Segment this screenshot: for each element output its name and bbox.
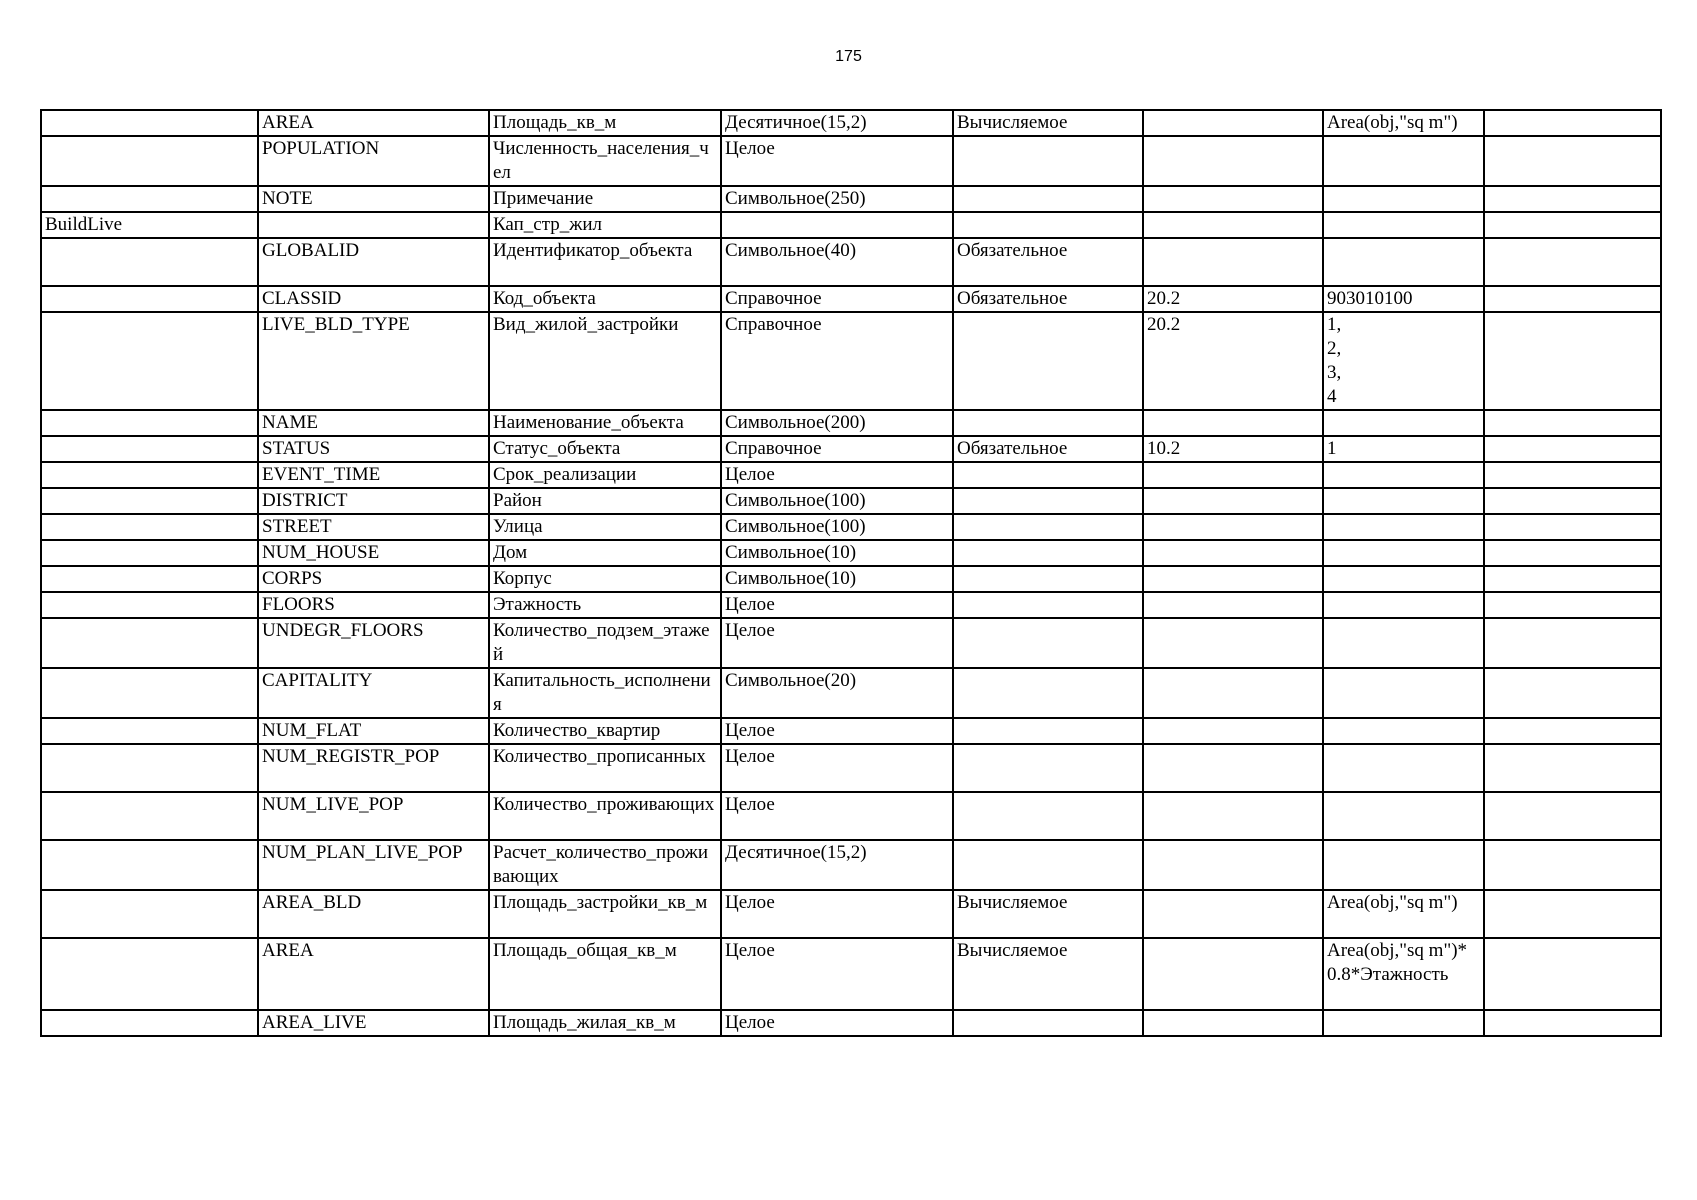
cell-requirement — [953, 462, 1143, 488]
cell-default — [1323, 212, 1484, 238]
cell-extra — [1484, 514, 1661, 540]
cell-requirement — [953, 840, 1143, 890]
cell-layer — [41, 186, 258, 212]
cell-type: Символьное(250) — [721, 186, 953, 212]
cell-alias: Количество_подзем_этажей — [489, 618, 721, 668]
cell-type: Справочное — [721, 436, 953, 462]
cell-extra — [1484, 238, 1661, 286]
cell-classifier — [1143, 668, 1323, 718]
cell-type: Символьное(10) — [721, 540, 953, 566]
table-row — [41, 938, 1661, 1010]
cell-default: 903010100 — [1323, 286, 1484, 312]
cell-extra — [1484, 286, 1661, 312]
cell-alias: Площадь_жилая_кв_м — [489, 1010, 721, 1036]
cell-layer — [41, 462, 258, 488]
cell-classifier — [1143, 840, 1323, 890]
cell-default: Area(obj,"sq m") — [1323, 890, 1484, 938]
cell-alias: Кап_стр_жил — [489, 212, 721, 238]
cell-default — [1323, 618, 1484, 668]
cell-field: UNDEGR_FLOORS — [258, 618, 489, 668]
cell-default — [1323, 238, 1484, 286]
cell-alias: Идентификатор_объекта — [489, 238, 721, 286]
cell-extra — [1484, 618, 1661, 668]
cell-field: AREA — [258, 938, 489, 1010]
cell-layer — [41, 514, 258, 540]
cell-requirement: Вычисляемое — [953, 110, 1143, 136]
cell-layer — [41, 238, 258, 286]
cell-requirement — [953, 136, 1143, 186]
cell-classifier — [1143, 592, 1323, 618]
cell-extra — [1484, 718, 1661, 744]
cell-extra — [1484, 668, 1661, 718]
cell-requirement — [953, 540, 1143, 566]
cell-classifier — [1143, 792, 1323, 840]
cell-alias: Площадь_застройки_кв_м — [489, 890, 721, 938]
cell-field: NUM_PLAN_LIVE_POP — [258, 840, 489, 890]
table-row — [41, 744, 1661, 792]
cell-extra — [1484, 462, 1661, 488]
cell-alias: Улица — [489, 514, 721, 540]
cell-classifier — [1143, 514, 1323, 540]
table-row — [41, 212, 1661, 238]
cell-type: Десятичное(15,2) — [721, 110, 953, 136]
table-row — [41, 436, 1661, 462]
cell-field: CORPS — [258, 566, 489, 592]
cell-classifier — [1143, 890, 1323, 938]
cell-extra — [1484, 488, 1661, 514]
cell-requirement: Обязательное — [953, 238, 1143, 286]
cell-field: LIVE_BLD_TYPE — [258, 312, 489, 410]
cell-alias: Статус_объекта — [489, 436, 721, 462]
cell-requirement — [953, 1010, 1143, 1036]
cell-type: Символьное(100) — [721, 488, 953, 514]
cell-classifier — [1143, 540, 1323, 566]
table-row — [41, 312, 1661, 410]
cell-default — [1323, 718, 1484, 744]
cell-layer — [41, 410, 258, 436]
table-row — [41, 718, 1661, 744]
cell-requirement — [953, 514, 1143, 540]
cell-type: Целое — [721, 792, 953, 840]
cell-field: AREA — [258, 110, 489, 136]
cell-requirement: Обязательное — [953, 286, 1143, 312]
cell-type: Символьное(100) — [721, 514, 953, 540]
cell-field: CAPITALITY — [258, 668, 489, 718]
cell-field: STREET — [258, 514, 489, 540]
cell-field: DISTRICT — [258, 488, 489, 514]
cell-classifier — [1143, 462, 1323, 488]
cell-layer — [41, 488, 258, 514]
cell-layer — [41, 592, 258, 618]
cell-extra — [1484, 410, 1661, 436]
cell-default — [1323, 668, 1484, 718]
cell-classifier — [1143, 1010, 1323, 1036]
cell-classifier: 20.2 — [1143, 286, 1323, 312]
cell-field: STATUS — [258, 436, 489, 462]
cell-classifier — [1143, 938, 1323, 1010]
cell-requirement: Вычисляемое — [953, 890, 1143, 938]
cell-field: NUM_LIVE_POP — [258, 792, 489, 840]
cell-alias: Количество_прописанных — [489, 744, 721, 792]
cell-requirement — [953, 566, 1143, 592]
table-row — [41, 840, 1661, 890]
cell-field: NOTE — [258, 186, 489, 212]
table-row — [41, 890, 1661, 938]
table-row — [41, 238, 1661, 286]
table-row — [41, 410, 1661, 436]
cell-classifier — [1143, 718, 1323, 744]
cell-default: Area(obj,"sq m") — [1323, 110, 1484, 136]
table-row — [41, 462, 1661, 488]
table-row — [41, 566, 1661, 592]
cell-extra — [1484, 744, 1661, 792]
cell-layer — [41, 938, 258, 1010]
cell-default — [1323, 744, 1484, 792]
cell-extra — [1484, 136, 1661, 186]
cell-alias: Капитальность_исполнения — [489, 668, 721, 718]
attribute-table — [40, 109, 1662, 1037]
table-row — [41, 1010, 1661, 1036]
cell-layer — [41, 110, 258, 136]
cell-classifier — [1143, 238, 1323, 286]
cell-default — [1323, 136, 1484, 186]
cell-layer — [41, 566, 258, 592]
cell-layer — [41, 136, 258, 186]
cell-type: Справочное — [721, 312, 953, 410]
table-row — [41, 668, 1661, 718]
cell-extra — [1484, 436, 1661, 462]
cell-field: NUM_FLAT — [258, 718, 489, 744]
cell-type: Справочное — [721, 286, 953, 312]
cell-type: Целое — [721, 618, 953, 668]
cell-field: EVENT_TIME — [258, 462, 489, 488]
cell-default — [1323, 186, 1484, 212]
cell-field: GLOBALID — [258, 238, 489, 286]
cell-default — [1323, 514, 1484, 540]
table-row — [41, 514, 1661, 540]
cell-alias: Количество_проживающих — [489, 792, 721, 840]
cell-classifier — [1143, 618, 1323, 668]
cell-extra — [1484, 840, 1661, 890]
cell-alias: Численность_населения_чел — [489, 136, 721, 186]
cell-extra — [1484, 938, 1661, 1010]
cell-requirement — [953, 186, 1143, 212]
cell-classifier — [1143, 110, 1323, 136]
cell-layer — [41, 792, 258, 840]
cell-classifier — [1143, 186, 1323, 212]
cell-layer — [41, 840, 258, 890]
cell-extra — [1484, 792, 1661, 840]
cell-type: Целое — [721, 890, 953, 938]
cell-type: Символьное(10) — [721, 566, 953, 592]
table-row — [41, 540, 1661, 566]
cell-type: Целое — [721, 744, 953, 792]
cell-default: 1, 2, 3, 4 — [1323, 312, 1484, 410]
cell-field: CLASSID — [258, 286, 489, 312]
cell-type: Символьное(20) — [721, 668, 953, 718]
cell-field: AREA_BLD — [258, 890, 489, 938]
cell-requirement — [953, 592, 1143, 618]
cell-default — [1323, 792, 1484, 840]
cell-layer — [41, 668, 258, 718]
cell-requirement — [953, 410, 1143, 436]
cell-alias: Район — [489, 488, 721, 514]
cell-requirement — [953, 744, 1143, 792]
cell-alias: Площадь_кв_м — [489, 110, 721, 136]
cell-classifier — [1143, 410, 1323, 436]
cell-layer — [41, 1010, 258, 1036]
table-row — [41, 286, 1661, 312]
cell-requirement: Вычисляемое — [953, 938, 1143, 1010]
cell-field: FLOORS — [258, 592, 489, 618]
cell-default — [1323, 410, 1484, 436]
cell-requirement — [953, 792, 1143, 840]
cell-field: NUM_REGISTR_POP — [258, 744, 489, 792]
cell-layer — [41, 436, 258, 462]
cell-default: Area(obj,"sq m")*0.8*Этажность — [1323, 938, 1484, 1010]
cell-extra — [1484, 312, 1661, 410]
table-row — [41, 618, 1661, 668]
cell-alias: Вид_жилой_застройки — [489, 312, 721, 410]
cell-default — [1323, 592, 1484, 618]
cell-alias: Наименование_объекта — [489, 410, 721, 436]
cell-classifier — [1143, 212, 1323, 238]
cell-requirement — [953, 312, 1143, 410]
cell-default — [1323, 462, 1484, 488]
cell-extra — [1484, 540, 1661, 566]
table-row — [41, 792, 1661, 840]
cell-extra — [1484, 110, 1661, 136]
cell-default — [1323, 488, 1484, 514]
cell-extra — [1484, 566, 1661, 592]
cell-requirement — [953, 668, 1143, 718]
table-row — [41, 136, 1661, 186]
table-row — [41, 592, 1661, 618]
cell-extra — [1484, 592, 1661, 618]
cell-extra — [1484, 1010, 1661, 1036]
cell-requirement — [953, 718, 1143, 744]
cell-extra — [1484, 212, 1661, 238]
cell-type: Целое — [721, 718, 953, 744]
cell-layer — [41, 890, 258, 938]
table-body — [41, 110, 1661, 1036]
table-row — [41, 110, 1661, 136]
cell-field — [258, 212, 489, 238]
cell-type: Целое — [721, 592, 953, 618]
cell-default: 1 — [1323, 436, 1484, 462]
cell-default — [1323, 1010, 1484, 1036]
cell-type: Целое — [721, 938, 953, 1010]
cell-default — [1323, 540, 1484, 566]
cell-type: Символьное(200) — [721, 410, 953, 436]
cell-alias: Примечание — [489, 186, 721, 212]
cell-layer — [41, 540, 258, 566]
cell-field: NUM_HOUSE — [258, 540, 489, 566]
table-row — [41, 186, 1661, 212]
cell-classifier: 20.2 — [1143, 312, 1323, 410]
cell-alias: Количество_квартир — [489, 718, 721, 744]
cell-layer — [41, 744, 258, 792]
cell-alias: Площадь_общая_кв_м — [489, 938, 721, 1010]
cell-alias: Расчет_количество_проживающих — [489, 840, 721, 890]
cell-field: AREA_LIVE — [258, 1010, 489, 1036]
cell-classifier — [1143, 566, 1323, 592]
cell-type — [721, 212, 953, 238]
page-number: 175 — [835, 48, 862, 65]
cell-requirement — [953, 488, 1143, 514]
cell-alias: Этажность — [489, 592, 721, 618]
cell-alias: Код_объекта — [489, 286, 721, 312]
cell-type: Символьное(40) — [721, 238, 953, 286]
cell-layer — [41, 618, 258, 668]
cell-alias: Корпус — [489, 566, 721, 592]
cell-field: NAME — [258, 410, 489, 436]
cell-classifier — [1143, 136, 1323, 186]
cell-extra — [1484, 186, 1661, 212]
cell-requirement — [953, 212, 1143, 238]
cell-type: Целое — [721, 462, 953, 488]
cell-alias: Срок_реализации — [489, 462, 721, 488]
cell-type: Целое — [721, 1010, 953, 1036]
cell-type: Целое — [721, 136, 953, 186]
cell-type: Десятичное(15,2) — [721, 840, 953, 890]
cell-layer — [41, 286, 258, 312]
cell-layer: BuildLive — [41, 212, 258, 238]
cell-classifier: 10.2 — [1143, 436, 1323, 462]
cell-default — [1323, 566, 1484, 592]
table-row — [41, 488, 1661, 514]
cell-requirement — [953, 618, 1143, 668]
cell-default — [1323, 840, 1484, 890]
cell-layer — [41, 312, 258, 410]
cell-layer — [41, 718, 258, 744]
cell-requirement: Обязательное — [953, 436, 1143, 462]
cell-field: POPULATION — [258, 136, 489, 186]
cell-alias: Дом — [489, 540, 721, 566]
cell-classifier — [1143, 488, 1323, 514]
cell-extra — [1484, 890, 1661, 938]
cell-classifier — [1143, 744, 1323, 792]
